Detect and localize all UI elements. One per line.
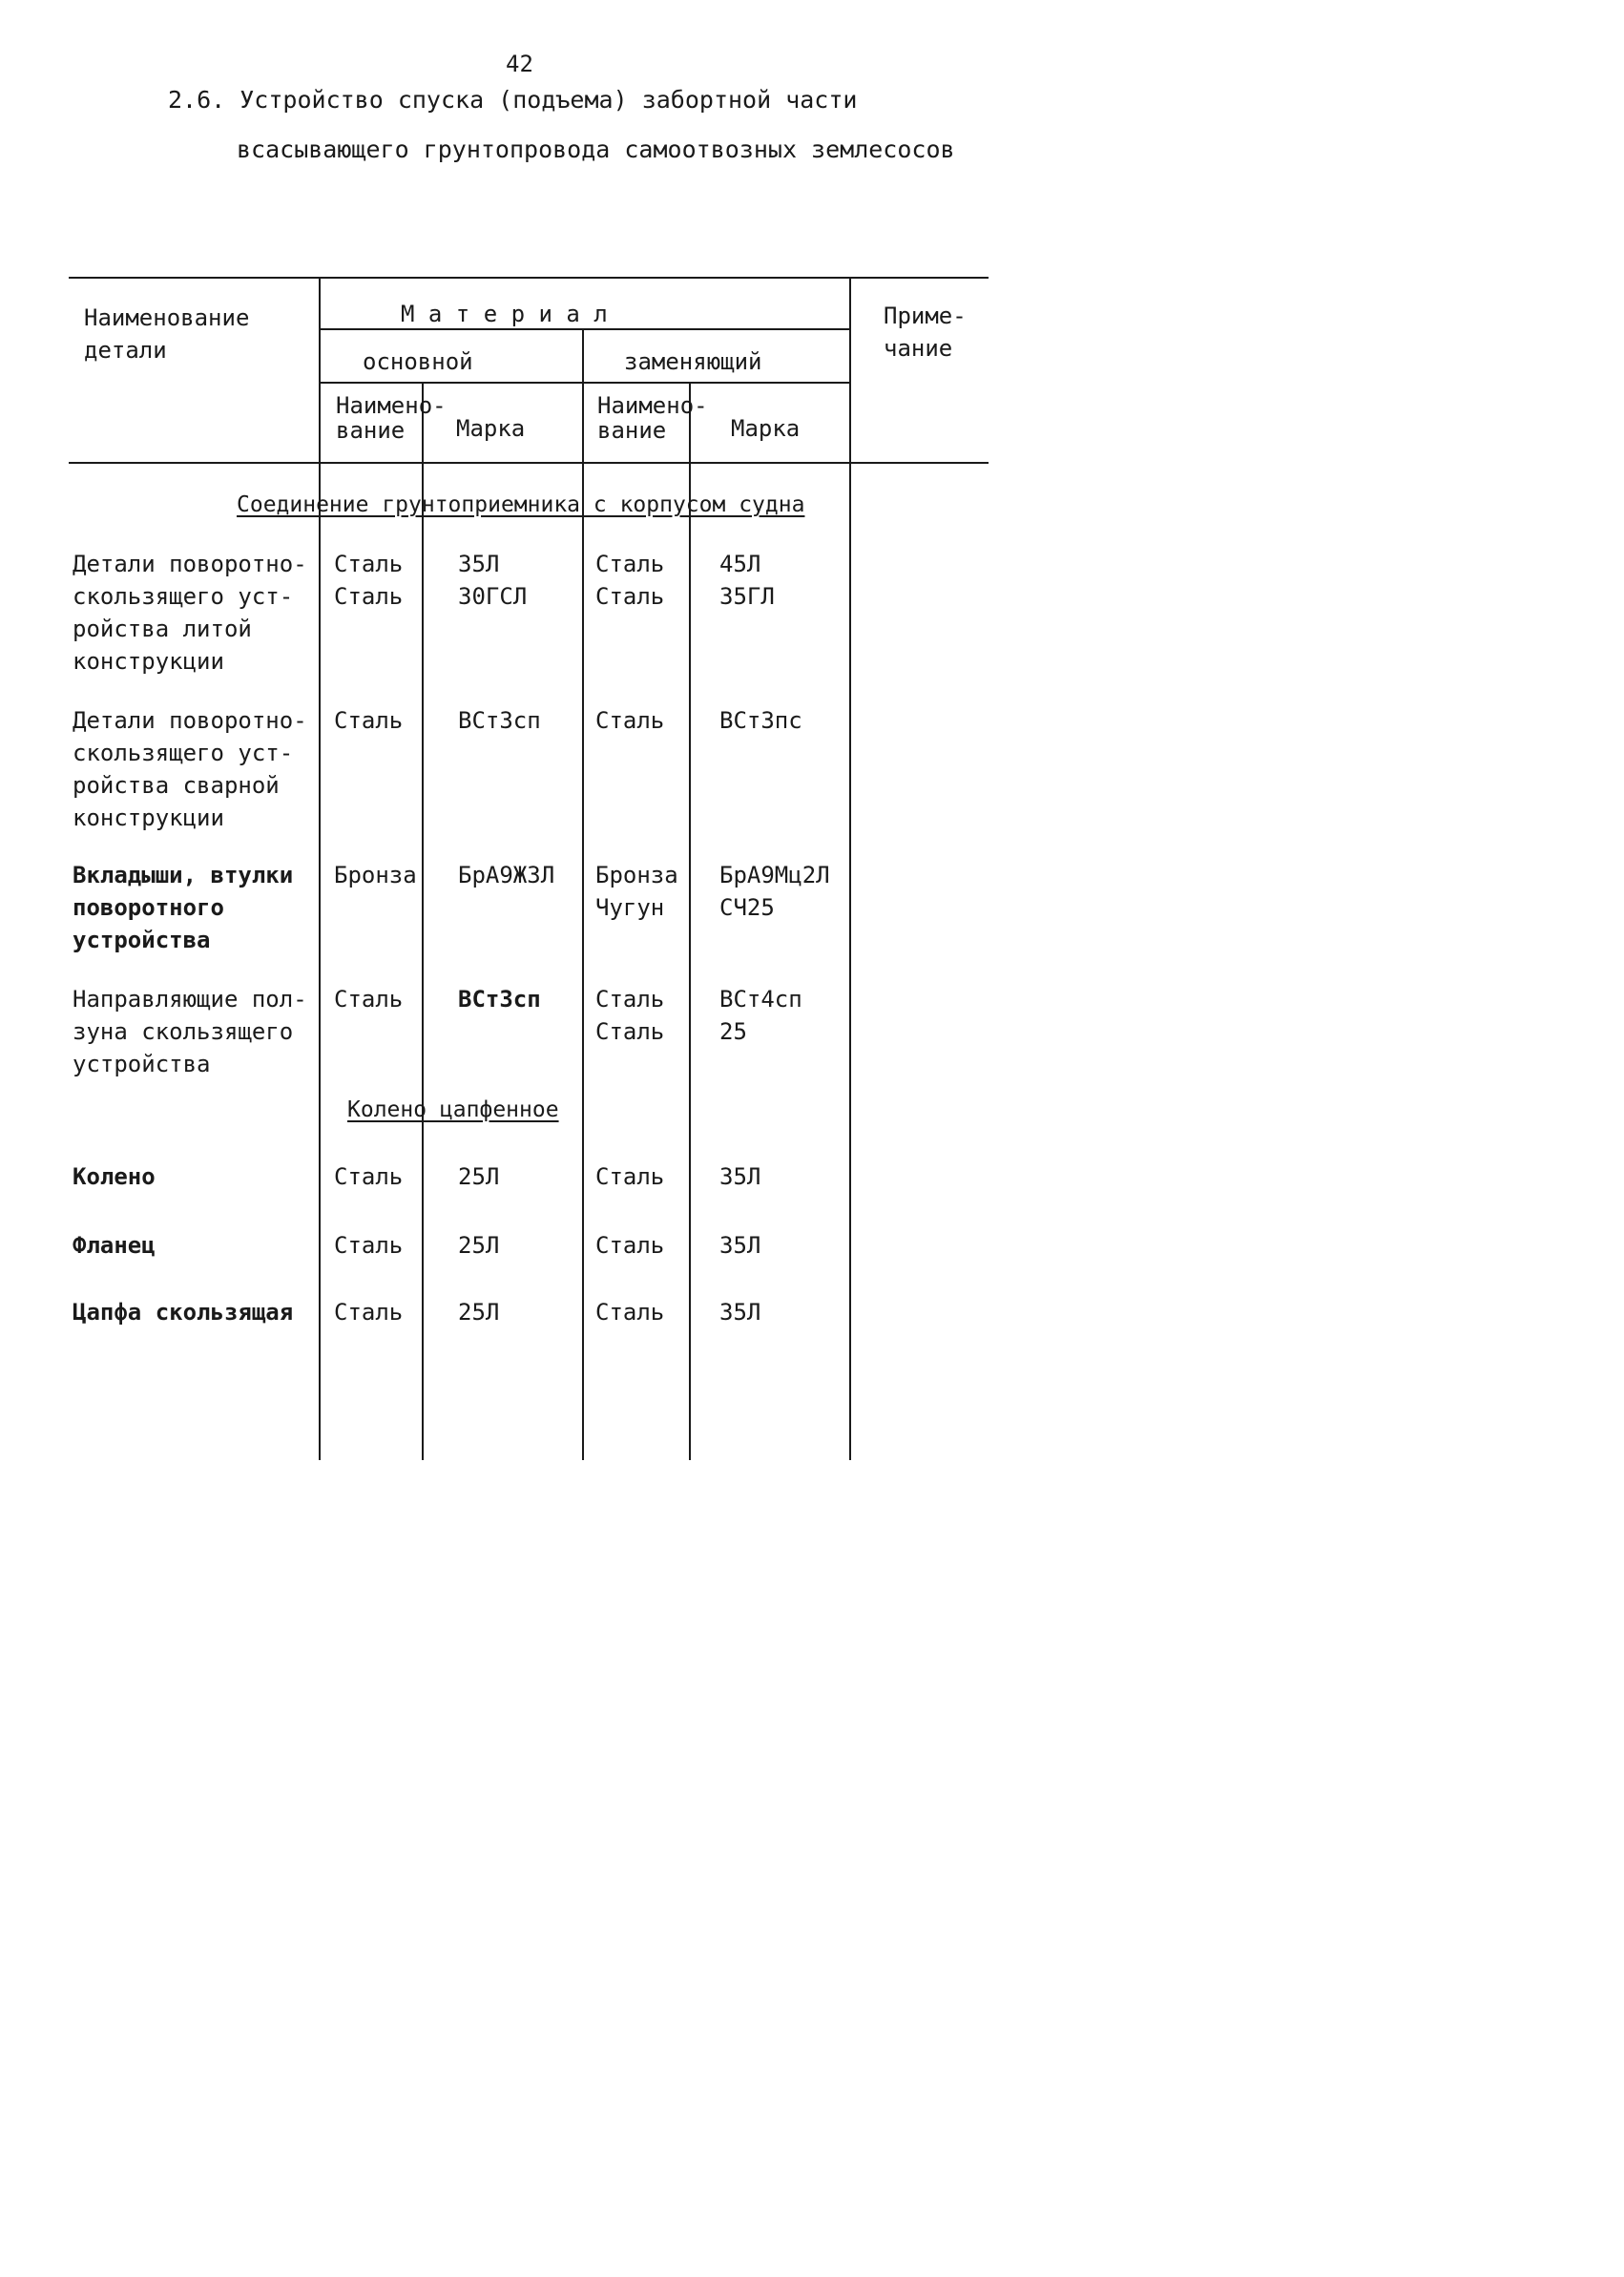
document-title-line-2: всасывающего грунтопровода самоотвозных землесосов: [237, 136, 955, 163]
row-sub-name: Сталь: [595, 707, 665, 734]
row-part-name: Цапфа скользящая: [73, 1299, 294, 1326]
row-base-grade: 25Л: [458, 1299, 500, 1326]
row-base-name: Сталь: [334, 986, 404, 1013]
row-part-name: Вкладыши, втулки поворотного устройства: [73, 862, 294, 953]
section-title: Соединение грунтоприемника с корпусом судна: [237, 492, 805, 517]
row-base-name: Сталь: [334, 707, 404, 734]
row-part-name: Направляющие пол- зуна скользящего устройства: [73, 986, 307, 1077]
row-sub-grade: 35Л: [719, 1232, 761, 1259]
row-base-name: Сталь Сталь: [334, 551, 404, 610]
header-base-grade: Марка: [456, 415, 526, 442]
col-divider-5: [849, 277, 851, 1460]
row-sub-name: Сталь: [595, 1163, 665, 1190]
header-basic: основной: [363, 348, 473, 375]
row-base-grade: БрА9Ж3Л: [458, 862, 555, 888]
row-sub-name: Сталь Сталь: [595, 551, 665, 610]
row-sub-name: Сталь: [595, 1232, 665, 1259]
row-base-name: Сталь: [334, 1163, 404, 1190]
row-base-grade: ВСт3сп: [458, 986, 541, 1013]
row-base-grade: 25Л: [458, 1163, 500, 1190]
row-sub-grade: 35Л: [719, 1299, 761, 1326]
header-note: Приме- чание: [884, 303, 967, 362]
col-divider-2: [422, 382, 424, 1460]
header-material: М а т е р и а л: [401, 301, 608, 327]
section-title: Колено цапфенное: [347, 1097, 559, 1122]
row-base-grade: 35Л 30ГСЛ: [458, 551, 528, 610]
row-part-name: Фланец: [73, 1232, 156, 1259]
row-sub-grade: ВСт4сп 25: [719, 986, 802, 1045]
row-base-name: Сталь: [334, 1232, 404, 1259]
row-sub-grade: ВСт3пс: [719, 707, 802, 734]
header-sub-grade: Марка: [731, 415, 801, 442]
row-sub-grade: 45Л 35ГЛ: [719, 551, 775, 610]
row-sub-name: Сталь Сталь: [595, 986, 665, 1045]
row-base-grade: 25Л: [458, 1232, 500, 1259]
row-sub-name: Бронза Чугун: [595, 862, 678, 921]
row-base-name: Бронза: [334, 862, 417, 888]
row-sub-name: Сталь: [595, 1299, 665, 1326]
row-part-name: Детали поворотно- скользящего уст- ройства литой конструкции: [73, 551, 307, 675]
header-part-name: Наименование детали: [84, 304, 250, 364]
subheader-rule: [321, 382, 849, 384]
header-base-name: Наимено- вание: [336, 392, 447, 444]
row-sub-grade: БрА9Мц2Л СЧ25: [719, 862, 830, 921]
document-title-line-1: 2.6. Устройство спуска (подъема) забортной части: [168, 86, 858, 114]
row-base-grade: ВСт3сп: [458, 707, 541, 734]
row-part-name: Колено: [73, 1163, 156, 1190]
col-divider-1: [319, 277, 321, 1460]
page-number: 42: [506, 51, 533, 77]
row-base-name: Сталь: [334, 1299, 404, 1326]
row-part-name: Детали поворотно- скользящего уст- ройства сварной конструкции: [73, 707, 307, 831]
header-sub-name: Наимено- вание: [597, 392, 708, 444]
row-sub-grade: 35Л: [719, 1163, 761, 1190]
col-divider-4: [689, 382, 691, 1460]
header-substitute: заменяющий: [624, 348, 762, 375]
